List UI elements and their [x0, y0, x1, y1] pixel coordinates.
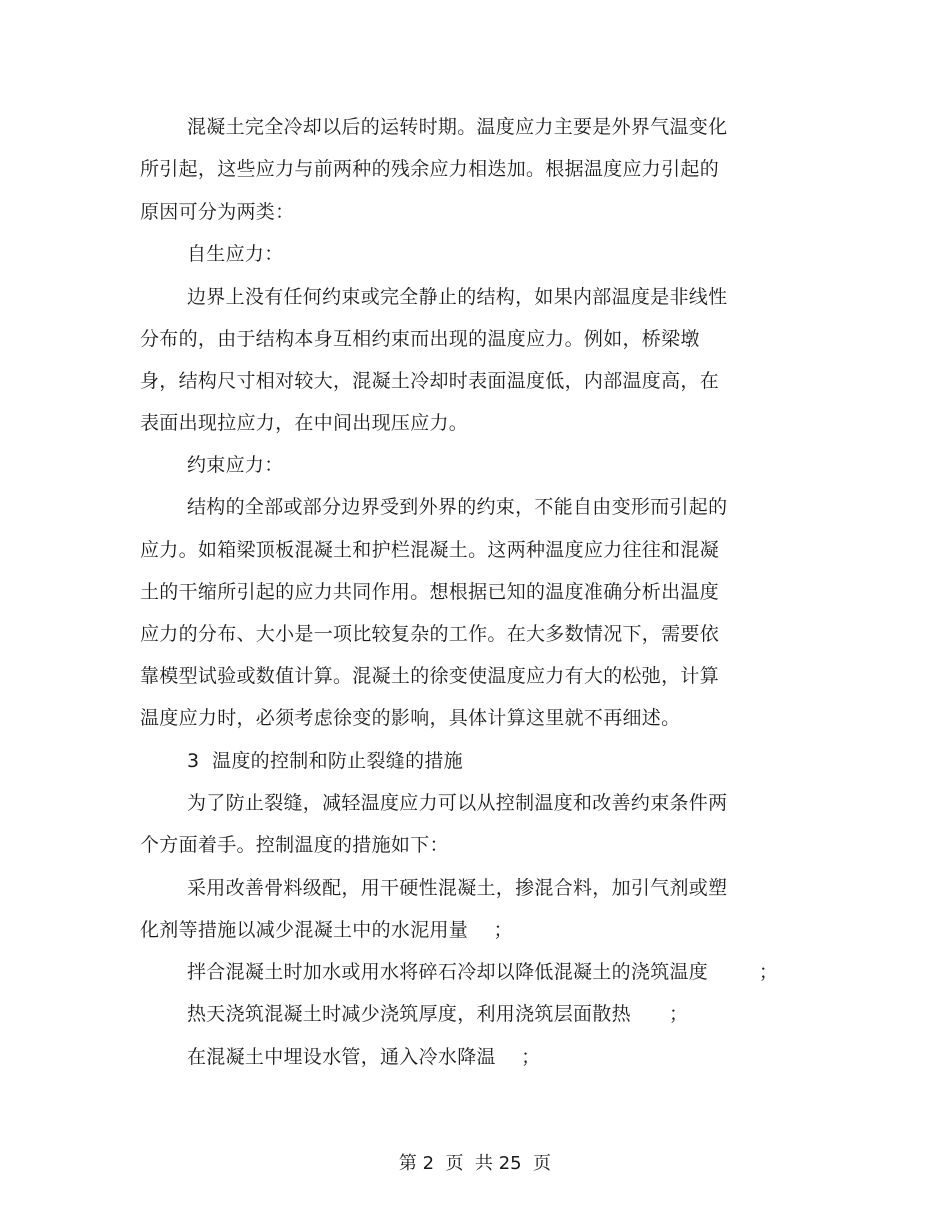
measure-item: 拌合混凝土时加水或用水将碎石冷却以降低混凝土的浇筑温度 ； [187, 961, 779, 983]
section-label: 约束应力： [187, 454, 284, 476]
paragraph-line: 分布的，由于结构本身互相约束而出现的温度应力。例如，桥梁墩 [140, 328, 700, 350]
section-label: 自生应力： [187, 243, 284, 265]
paragraph-line: 应力。如箱梁顶板混凝土和护栏混凝土。这两种温度应力往往和混凝 [140, 539, 720, 561]
paragraph-line: 应力的分布、大小是一项比较复杂的工作。在大多数情况下，需要依 [140, 623, 720, 645]
paragraph-line: 原因可分为两类： [140, 201, 295, 223]
paragraph-line: 个方面着手。控制温度的措施如下： [140, 834, 449, 856]
paragraph-line: 表面出现拉应力，在中间出现压应力。 [140, 412, 469, 434]
paragraph-line: 温度应力时，必须考虑徐变的影响，具体计算这里就不再细述。 [140, 707, 681, 729]
paragraph-line: 所引起，这些应力与前两种的残余应力相迭加。根据温度应力引起的 [140, 158, 720, 180]
measure-item: 热天浇筑混凝土时减少浇筑厚度，利用浇筑层面散热 ； [187, 1003, 689, 1025]
paragraph-line: 靠模型试验或数值计算。混凝土的徐变使温度应力有大的松弛，计算 [140, 665, 720, 687]
measure-item: 采用改善骨料级配，用干硬性混凝土，掺混合料，加引气剂或塑 [187, 877, 728, 899]
measure-item: 化剂等措施以减少混凝土中的水泥用量 ； [140, 919, 513, 941]
paragraph-line: 身，结构尺寸相对较大，混凝土冷却时表面温度低，内部温度高，在 [140, 370, 720, 392]
paragraph-line: 结构的全部或部分边界受到外界的约束，不能自由变形而引起的 [187, 496, 728, 518]
page-footer: 第 2 页 共 25 页 [398, 1153, 552, 1174]
section-heading: 3 温度的控制和防止裂缝的措施 [187, 750, 463, 772]
paragraph-line: 混凝土完全冷却以后的运转时期。温度应力主要是外界气温变化 [187, 116, 728, 138]
paragraph-line: 土的干缩所引起的应力共同作用。想根据已知的温度准确分析出温度 [140, 581, 720, 603]
paragraph-line: 为了防止裂缝，减轻温度应力可以从控制温度和改善约束条件两 [187, 792, 728, 814]
paragraph-line: 边界上没有任何约束或完全静止的结构，如果内部温度是非线性 [187, 286, 728, 308]
measure-item: 在混凝土中埋设水管，通入冷水降温 ； [187, 1046, 541, 1068]
